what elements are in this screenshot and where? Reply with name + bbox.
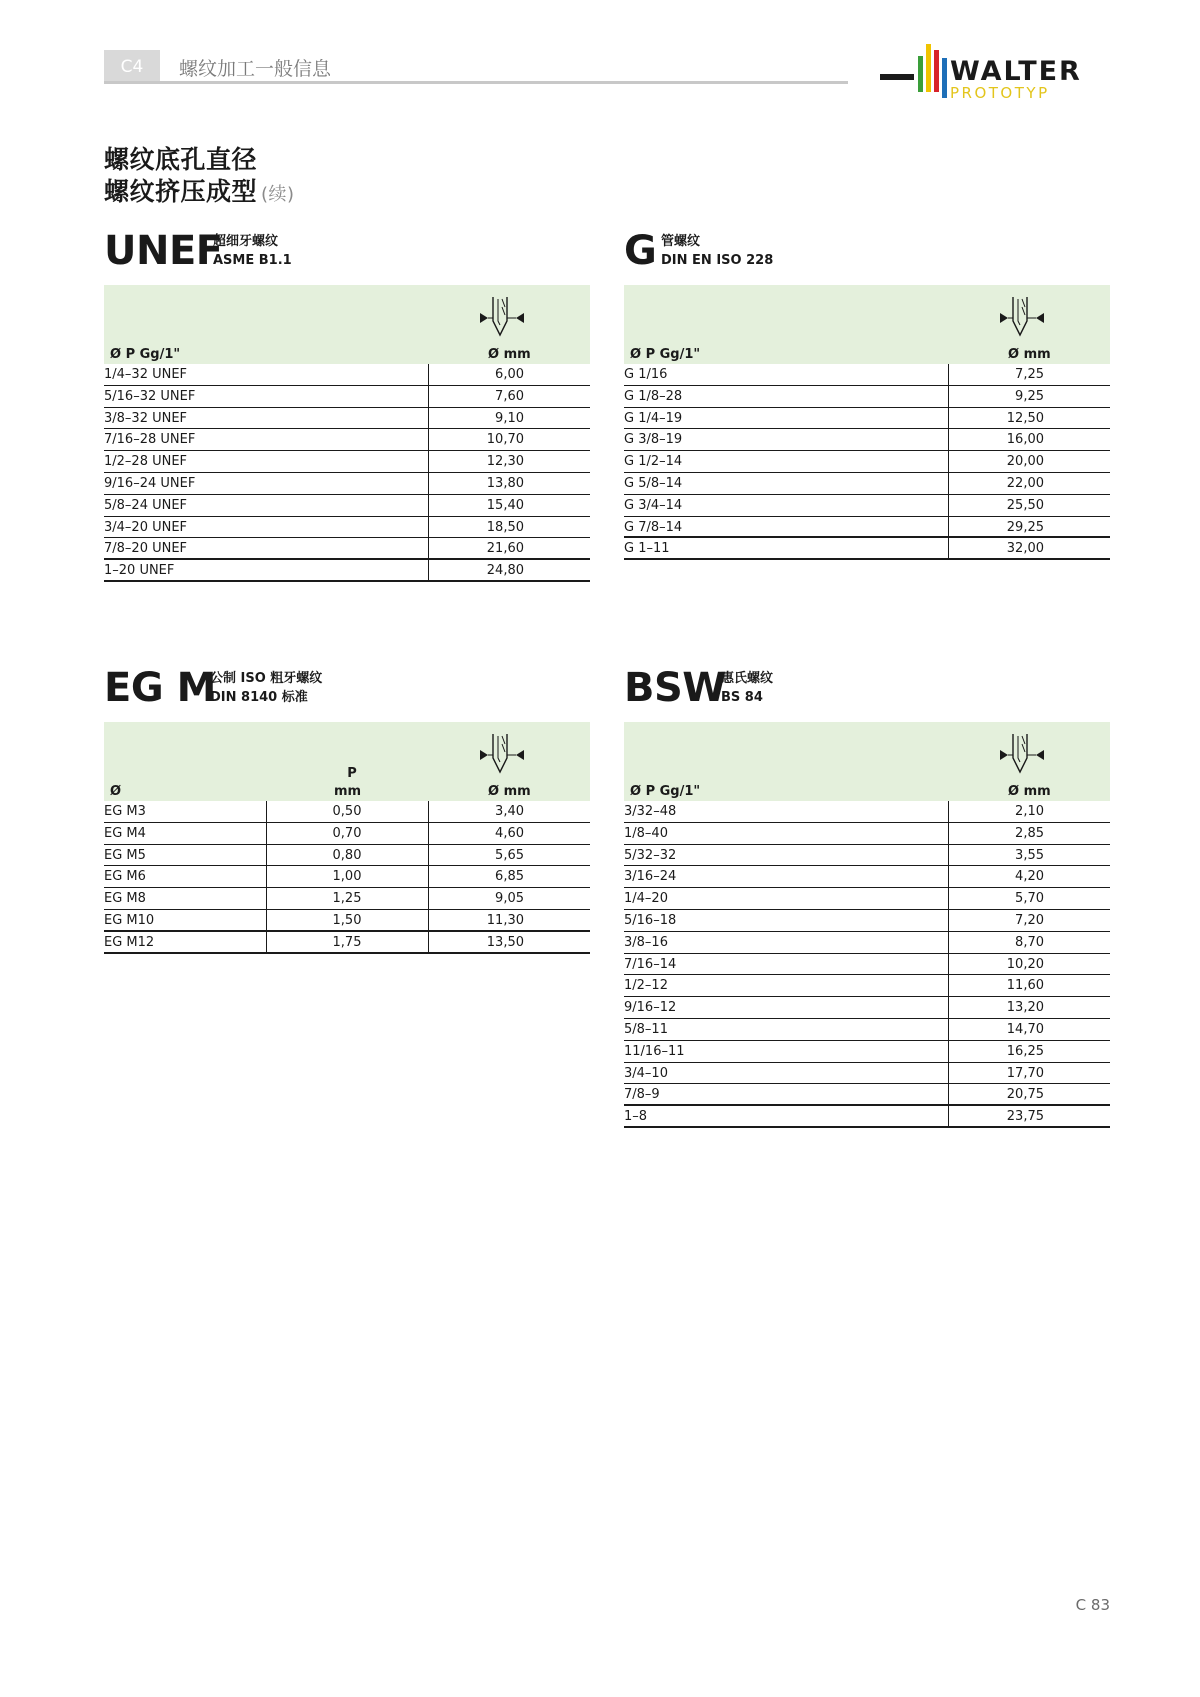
section-subtitle (661, 232, 773, 270)
column-header-pitch-label: P (347, 766, 357, 781)
cell-thread: 3/4–20 UNEF (104, 519, 188, 535)
cell-drill-diameter: 16,25 (1006, 1043, 1044, 1059)
section-subtitle-std: DIN 8140 标准 (210, 690, 308, 705)
section-subtitle (721, 669, 773, 707)
cell-thread: 7/16–14 (624, 956, 677, 972)
cell-drill-diameter: 24,80 (486, 563, 524, 579)
drill-hole-icon (998, 732, 1046, 778)
table-row (624, 538, 1110, 560)
cell-thread: G 7/8–14 (624, 519, 683, 535)
table-header (624, 722, 1110, 801)
cell-thread: 5/32–32 (624, 847, 677, 863)
section-subtitle-cn: 管螺纹 (661, 234, 701, 249)
column-header-diameter: Ø mm (488, 347, 531, 362)
table-row (624, 801, 1110, 823)
cell-drill-diameter: 4,60 (495, 825, 524, 841)
cell-drill-diameter: 10,20 (1006, 956, 1044, 972)
section-subtitle-cn: 超细牙螺纹 (213, 234, 279, 249)
page-title-line2 (104, 172, 295, 208)
table-g (624, 285, 1110, 560)
section-subtitle-cn: 惠氏螺纹 (721, 671, 774, 686)
cell-pitch: 1,75 (332, 934, 362, 950)
section-subtitle-cn: 公制 ISO 粗牙螺纹 (210, 671, 323, 686)
cell-drill-diameter: 13,50 (486, 934, 524, 950)
cell-pitch: 0,80 (332, 847, 362, 863)
table-row (104, 932, 590, 954)
cell-pitch: 1,50 (332, 912, 362, 928)
table-row (104, 823, 590, 845)
cell-thread: 3/8–32 UNEF (104, 410, 188, 426)
table-body (104, 364, 590, 582)
cell-drill-diameter: 13,80 (486, 475, 524, 491)
header-title: 螺纹加工一般信息 (179, 58, 332, 80)
table-unef (104, 285, 590, 582)
cell-pitch: 0,70 (332, 825, 362, 841)
logo-wordmark: WALTER (950, 56, 1082, 87)
walter-logo (880, 44, 1110, 106)
section-code: G (624, 228, 657, 274)
table-row (104, 538, 590, 560)
cell-drill-diameter: 21,60 (486, 541, 524, 557)
column-header-drill-diameter: Ø mm (488, 784, 531, 799)
table-row (624, 429, 1110, 451)
cell-drill-diameter: 16,00 (1006, 432, 1044, 448)
table-row (624, 954, 1110, 976)
cell-drill-diameter: 9,25 (1015, 388, 1044, 404)
table-header (624, 285, 1110, 364)
table-row (104, 888, 590, 910)
cell-thread: G 3/4–14 (624, 497, 683, 513)
table-row (624, 495, 1110, 517)
table-row (104, 801, 590, 823)
cell-thread: EG M10 (104, 912, 155, 928)
cell-drill-diameter: 32,00 (1006, 541, 1044, 557)
cell-drill-diameter: 14,70 (1006, 1021, 1044, 1037)
table-row (624, 364, 1110, 386)
cell-drill-diameter: 9,05 (495, 891, 524, 907)
cell-thread: 3/4–10 (624, 1065, 668, 1081)
drill-hole-icon (478, 295, 526, 341)
cell-drill-diameter: 18,50 (486, 519, 524, 535)
table-body (104, 801, 590, 954)
table-row (624, 975, 1110, 997)
cell-drill-diameter: 9,10 (495, 410, 524, 426)
cell-drill-diameter: 11,30 (486, 912, 524, 928)
cell-thread: 1/4–32 UNEF (104, 367, 188, 382)
column-header-pitch-unit: mm (334, 784, 362, 799)
cell-drill-diameter: 20,75 (1006, 1087, 1044, 1103)
table-row (624, 1019, 1110, 1041)
table-row (104, 910, 590, 932)
table-row (624, 1084, 1110, 1106)
cell-drill-diameter: 2,85 (1015, 825, 1044, 841)
cell-drill-diameter: 10,70 (486, 432, 524, 448)
table-row (624, 408, 1110, 430)
table-row (104, 473, 590, 495)
table-header (104, 285, 590, 364)
cell-drill-diameter: 4,20 (1015, 869, 1044, 885)
cell-drill-diameter: 8,70 (1015, 934, 1044, 950)
table-row (624, 1063, 1110, 1085)
table-row (624, 932, 1110, 954)
table-row (624, 451, 1110, 473)
column-header-diameter: Ø (110, 784, 122, 799)
cell-thread: EG M8 (104, 891, 146, 907)
cell-thread: 3/32–48 (624, 804, 677, 819)
cell-thread: G 1/4–19 (624, 410, 683, 426)
cell-drill-diameter: 11,60 (1006, 978, 1044, 994)
cell-drill-diameter: 29,25 (1006, 519, 1044, 535)
table-row (104, 451, 590, 473)
table-row (624, 1041, 1110, 1063)
table-body (624, 801, 1110, 1128)
cell-drill-diameter: 12,50 (1006, 410, 1044, 426)
page-title-line1: 螺纹底孔直径 (104, 145, 258, 174)
cell-thread: G 1/2–14 (624, 454, 683, 470)
header-rule (104, 81, 848, 84)
cell-thread: 3/8–16 (624, 934, 668, 950)
cell-thread: 3/16–24 (624, 869, 677, 885)
cell-drill-diameter: 5,65 (495, 847, 524, 863)
cell-drill-diameter: 3,40 (495, 804, 524, 819)
continued-label: (续) (261, 184, 295, 205)
table-row (624, 866, 1110, 888)
cell-thread: 5/16–32 UNEF (104, 388, 196, 404)
cell-drill-diameter: 5,70 (1015, 891, 1044, 907)
cell-thread: 7/8–20 UNEF (104, 541, 188, 557)
section-tab: C4 (104, 50, 160, 82)
cell-drill-diameter: 17,70 (1006, 1065, 1044, 1081)
table-row (104, 845, 590, 867)
cell-thread: EG M4 (104, 825, 146, 841)
cell-thread: G 1–11 (624, 541, 670, 557)
cell-thread: 11/16–11 (624, 1043, 685, 1059)
section-subtitle (213, 232, 292, 270)
cell-pitch: 1,00 (332, 869, 362, 885)
table-row (624, 910, 1110, 932)
cell-thread: 5/8–11 (624, 1021, 668, 1037)
cell-thread: 1/8–40 (624, 825, 668, 841)
cell-drill-diameter: 6,00 (495, 367, 524, 382)
cell-thread: 1/4–20 (624, 891, 668, 907)
table-row (104, 429, 590, 451)
logo-subtitle: PROTOTYP (950, 84, 1050, 102)
cell-thread: 1–20 UNEF (104, 563, 175, 579)
table-row (104, 364, 590, 386)
cell-thread: 9/16–24 UNEF (104, 475, 196, 491)
table-body (624, 364, 1110, 560)
cell-drill-diameter: 25,50 (1006, 497, 1044, 513)
page-number: C 83 (1075, 1596, 1110, 1614)
cell-thread: G 3/8–19 (624, 432, 683, 448)
cell-thread: EG M3 (104, 804, 146, 819)
cell-thread: 7/8–9 (624, 1087, 660, 1103)
section-code: EG M (104, 665, 216, 711)
section-subtitle-std: ASME B1.1 (213, 253, 292, 268)
cell-thread: 1/2–28 UNEF (104, 454, 188, 470)
cell-drill-diameter: 7,25 (1015, 367, 1044, 382)
cell-drill-diameter: 12,30 (486, 454, 524, 470)
cell-thread: 1–8 (624, 1109, 648, 1125)
cell-pitch: 0,50 (332, 804, 362, 819)
drill-hole-icon (998, 295, 1046, 341)
cell-thread: EG M5 (104, 847, 146, 863)
cell-drill-diameter: 7,60 (495, 388, 524, 404)
cell-thread: 1/2–12 (624, 978, 668, 994)
cell-drill-diameter: 2,10 (1015, 804, 1044, 819)
cell-thread: EG M12 (104, 934, 155, 950)
cell-thread: G 1/16 (624, 367, 668, 382)
cell-drill-diameter: 6,85 (495, 869, 524, 885)
cell-drill-diameter: 3,55 (1015, 847, 1044, 863)
table-row (624, 1106, 1110, 1128)
table-row (624, 845, 1110, 867)
section-code: UNEF (104, 228, 223, 274)
cell-thread: 5/16–18 (624, 912, 677, 928)
cell-pitch: 1,25 (332, 891, 362, 907)
table-row (104, 408, 590, 430)
cell-drill-diameter: 7,20 (1015, 912, 1044, 928)
column-header-diameter: Ø mm (1008, 347, 1051, 362)
table-row (104, 866, 590, 888)
section-subtitle-std: BS 84 (721, 690, 763, 705)
cell-thread: G 5/8–14 (624, 475, 683, 491)
cell-drill-diameter: 23,75 (1006, 1109, 1044, 1125)
table-row (624, 473, 1110, 495)
column-header-diameter: Ø mm (1008, 784, 1051, 799)
table-row (624, 823, 1110, 845)
table-row (624, 997, 1110, 1019)
column-header-thread: Ø P Gg/1" (630, 784, 701, 799)
table-row (104, 560, 590, 582)
table-row (624, 517, 1110, 539)
table-row (624, 888, 1110, 910)
table-row (624, 386, 1110, 408)
cell-drill-diameter: 20,00 (1006, 454, 1044, 470)
cell-thread: 5/8–24 UNEF (104, 497, 188, 513)
column-header-thread: Ø P Gg/1" (110, 347, 181, 362)
cell-thread: 7/16–28 UNEF (104, 432, 196, 448)
table-row (104, 386, 590, 408)
table-row (104, 495, 590, 517)
table-header (104, 722, 590, 801)
cell-thread: EG M6 (104, 869, 146, 885)
table-egm (104, 722, 590, 954)
table-bsw (624, 722, 1110, 1128)
cell-drill-diameter: 13,20 (1006, 1000, 1044, 1016)
cell-thread: 9/16–12 (624, 1000, 677, 1016)
section-subtitle-std: DIN EN ISO 228 (661, 253, 774, 268)
drill-hole-icon (478, 732, 526, 778)
section-subtitle (210, 669, 322, 707)
cell-drill-diameter: 15,40 (486, 497, 524, 513)
cell-drill-diameter: 22,00 (1006, 475, 1044, 491)
page-title-line2-text: 螺纹挤压成型 (104, 177, 258, 206)
column-header-thread: Ø P Gg/1" (630, 347, 701, 362)
cell-thread: G 1/8–28 (624, 388, 683, 404)
section-code: BSW (624, 665, 726, 711)
table-row (104, 517, 590, 539)
